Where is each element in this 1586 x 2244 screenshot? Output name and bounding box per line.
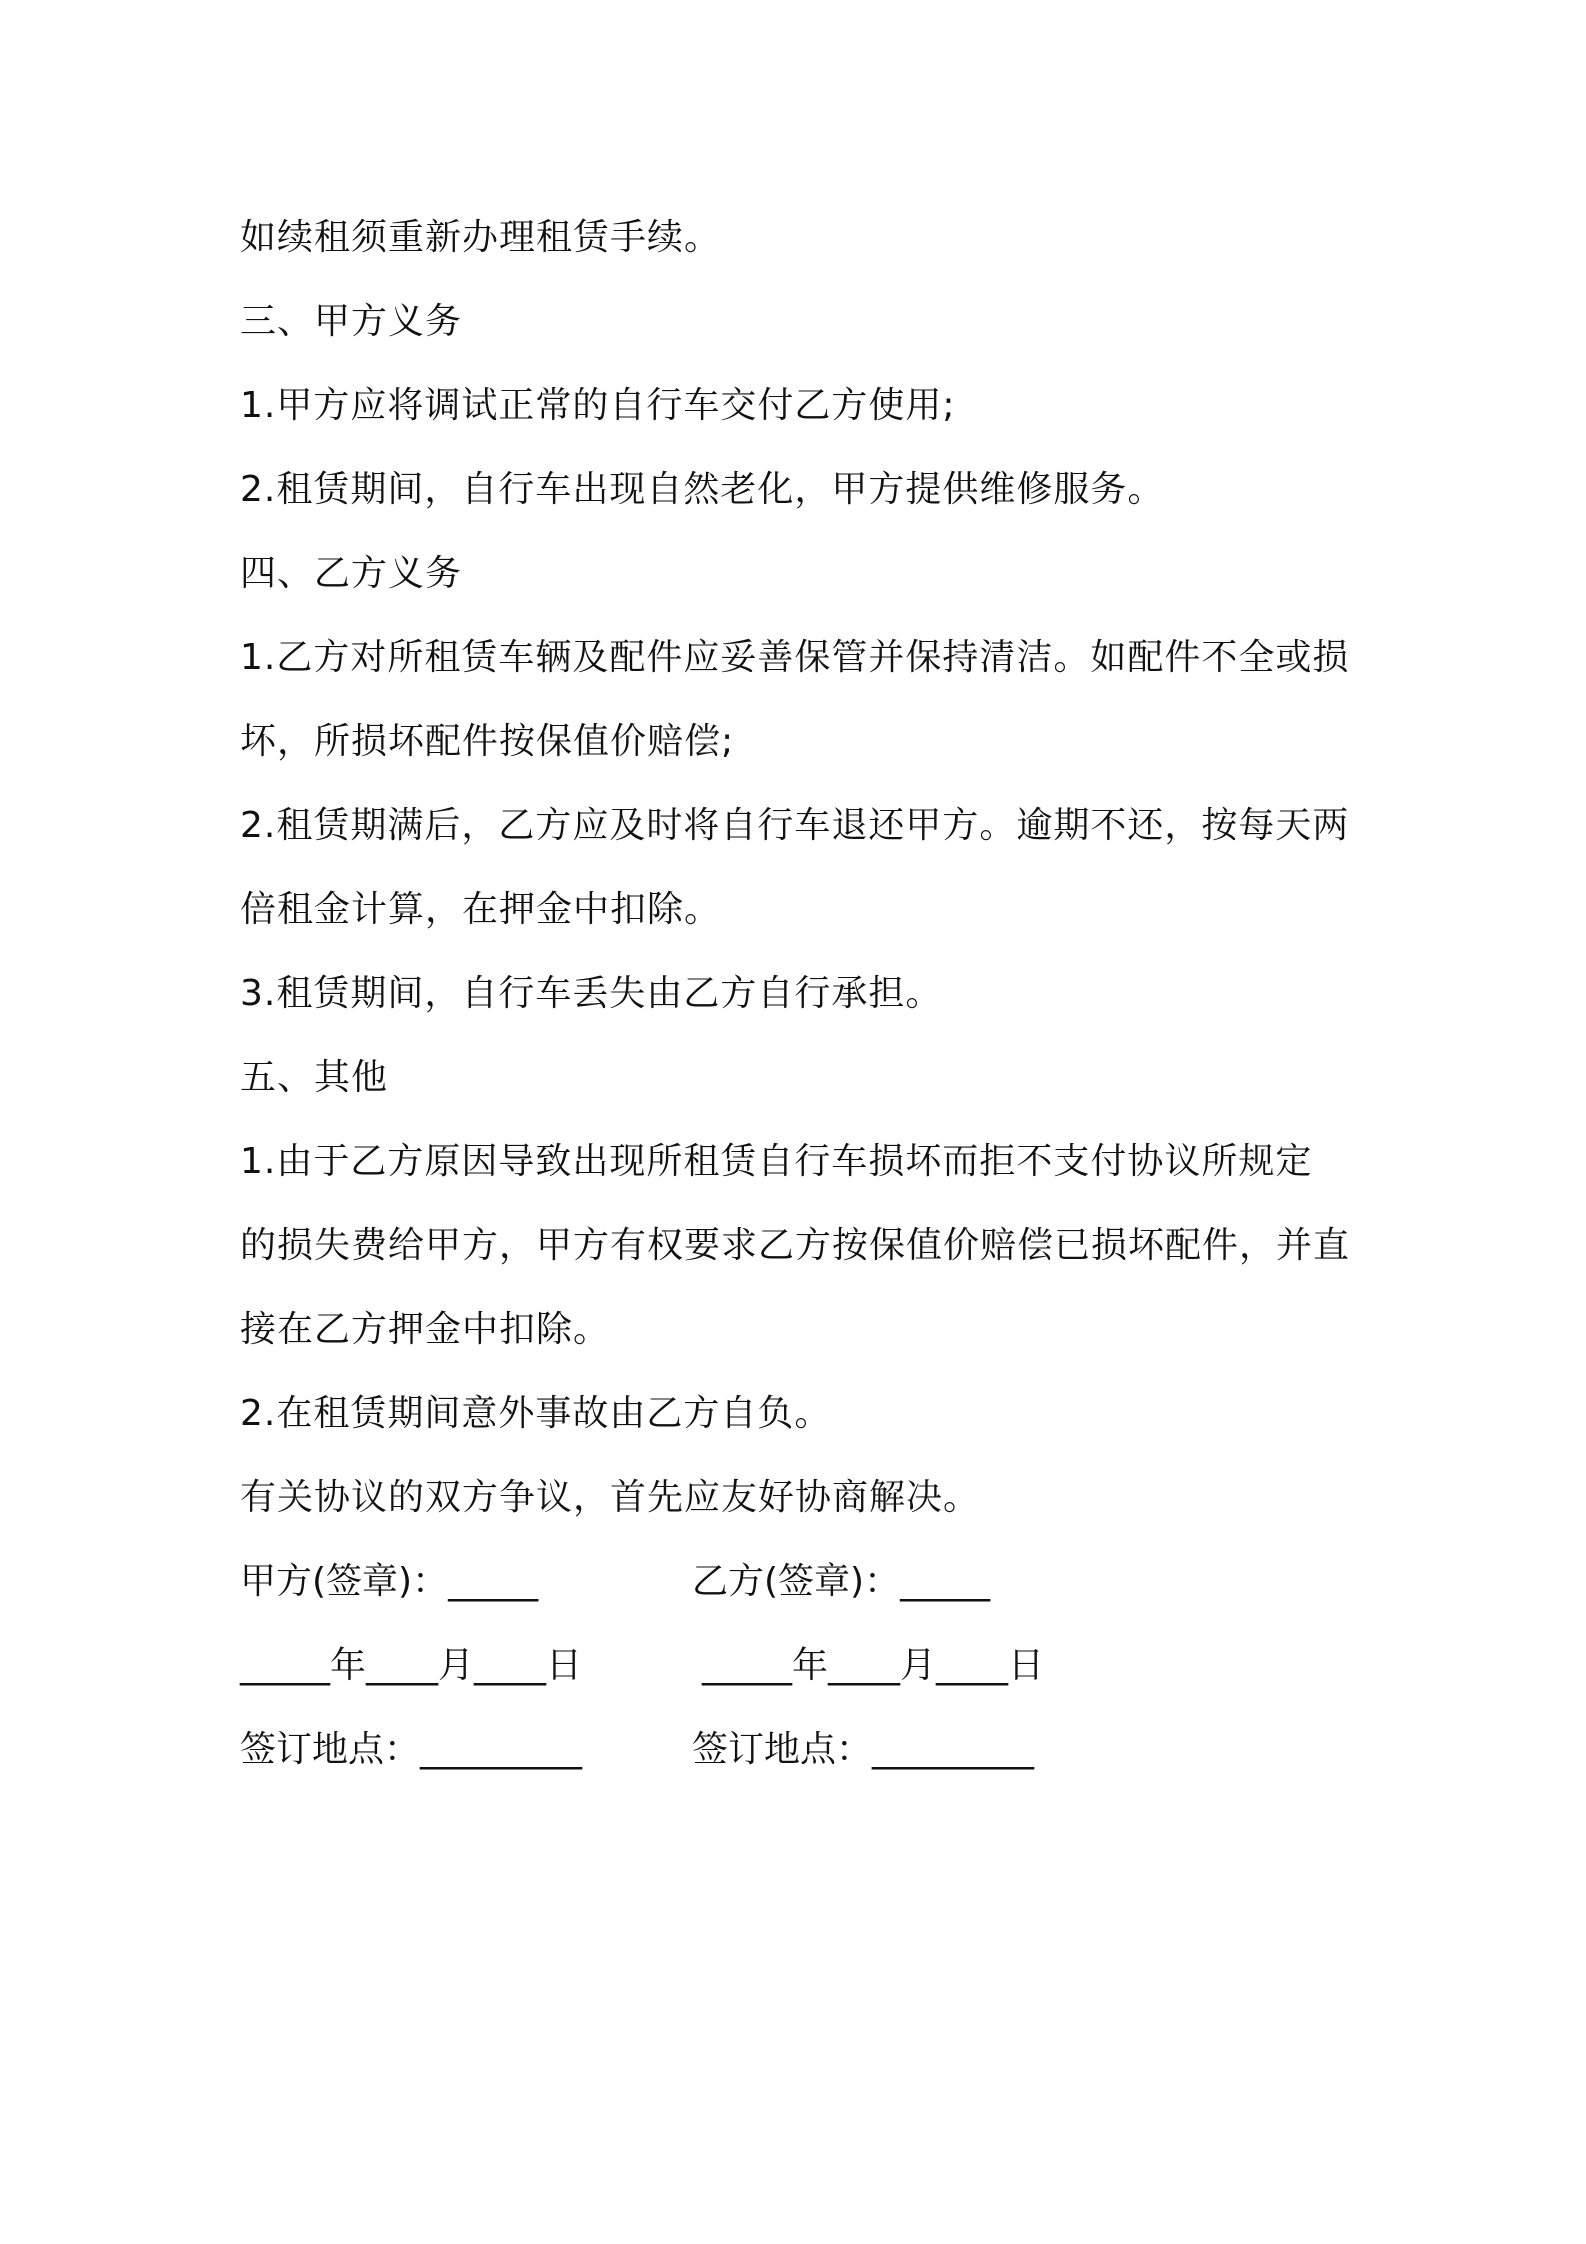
signature-row (240, 1540, 1360, 1624)
paragraph-line: 倍租金计算，在押金中扣除。 (240, 889, 722, 930)
paragraph-line: 接在乙方押金中扣除。 (240, 1309, 611, 1350)
party-b-signature-field: 乙方(签章)：_____ (692, 1561, 991, 1602)
paragraph-line: 1.甲方应将调试正常的自行车交付乙方使用; (240, 385, 956, 426)
paragraph-line: 的损失费给甲方，甲方有权要求乙方按保值价赔偿已损坏配件，并直 (240, 1225, 1351, 1266)
paragraph-line: 如续租须重新办理租赁手续。 (240, 217, 722, 258)
section-heading-other: 五、其他 (240, 1057, 389, 1098)
document-page (240, 196, 1360, 1792)
section-heading-party-a-duties: 三、甲方义务 (240, 301, 463, 342)
date-row (240, 1624, 1360, 1708)
paragraph-line: 1.乙方对所租赁车辆及配件应妥善保管并保持清洁。如配件不全或损 (240, 637, 1350, 678)
section-heading-party-b-duties: 四、乙方义务 (240, 553, 463, 594)
paragraph-line: 3.租赁期间，自行车丢失由乙方自行承担。 (240, 973, 943, 1014)
party-a-date-field: _____年____月____日 (240, 1645, 582, 1686)
paragraph-line: 2.在租赁期间意外事故由乙方自负。 (240, 1393, 832, 1434)
paragraph-line: 2.租赁期间，自行车出现自然老化，甲方提供维修服务。 (240, 469, 1165, 510)
paragraph-line: 2.租赁期满后，乙方应及时将自行车退还甲方。逾期不还，按每天两 (240, 805, 1350, 846)
party-a-place-field: 签订地点：_________ (240, 1729, 583, 1770)
party-a-signature-field: 甲方(签章)：_____ (240, 1561, 539, 1602)
party-b-date-field: _____年____月____日 (702, 1645, 1044, 1686)
paragraph-line: 坏，所损坏配件按保值价赔偿; (240, 721, 735, 762)
paragraph-line: 1.由于乙方原因导致出现所租赁自行车损坏而拒不支付协议所规定 (240, 1141, 1313, 1182)
place-row (240, 1708, 1360, 1792)
party-b-place-field: 签订地点：_________ (692, 1729, 1035, 1770)
paragraph-line: 有关协议的双方争议，首先应友好协商解决。 (240, 1477, 981, 1518)
